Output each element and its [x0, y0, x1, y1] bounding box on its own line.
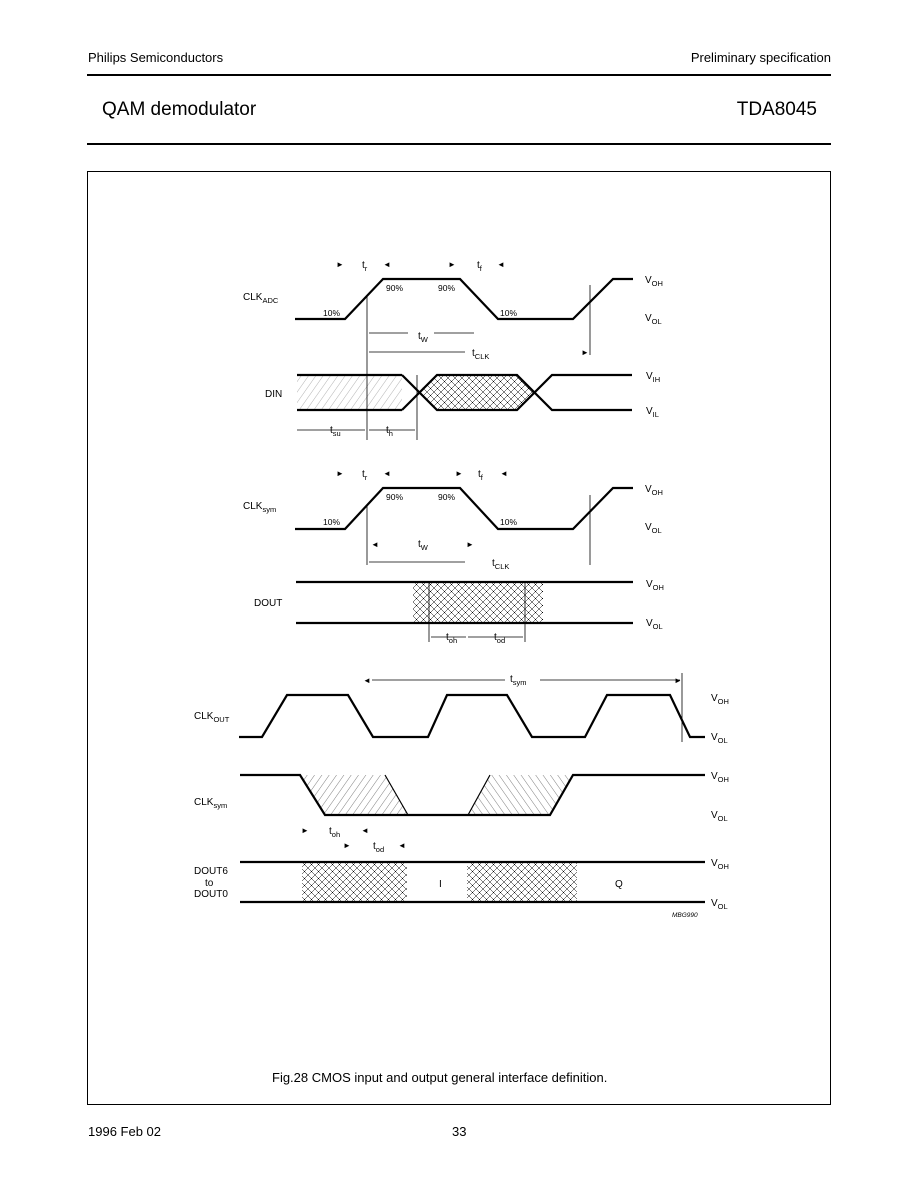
clk-out-label: $CLK_{OUT}$: [194, 711, 230, 724]
dout-range-label: DOUT0: [194, 889, 228, 900]
dout-range-label: DOUT6: [194, 866, 228, 877]
pct-10-label: 10%: [323, 517, 341, 527]
tclk-label: $t_{CLK}$: [472, 348, 490, 361]
arrow-left-icon: ◄: [361, 826, 369, 835]
th-label: $t_h$: [386, 425, 393, 438]
company-name: Philips Semiconductors: [88, 50, 224, 65]
arrow-left-icon: ◄: [383, 260, 391, 269]
tf-label: $t_f$: [477, 260, 482, 273]
data-label-i: I: [439, 879, 442, 890]
tod-label: $t_{od}$: [494, 632, 506, 645]
vol-label: $V_{OL}$: [711, 898, 728, 911]
voh-label: $V_{OH}$: [645, 484, 663, 497]
clk-sym2-label: $CLK_{sym}$: [194, 797, 228, 810]
clk-out-waveform: [239, 673, 705, 742]
pct-10-label: 10%: [323, 308, 341, 318]
tsym-label: $t_{sym}$: [510, 674, 527, 687]
vol-label: $V_{OL}$: [711, 810, 728, 823]
voh-label: $V_{OH}$: [646, 579, 664, 592]
clk-sym-label: $CLK_{sym}$: [243, 501, 277, 514]
arrow-right-icon: ►: [448, 260, 456, 269]
clk-adc-waveform: [295, 279, 633, 440]
dout-waveform: [296, 582, 633, 642]
tr-label: $t_r$: [362, 469, 368, 482]
arrow-right-icon: ►: [336, 469, 344, 478]
voh-label: $V_{OH}$: [711, 858, 729, 871]
voh-label: $V_{OH}$: [645, 275, 663, 288]
pct-90-label: 90%: [386, 283, 404, 293]
figure-caption: Fig.28 CMOS input and output general interface definition.: [272, 1070, 608, 1085]
arrow-right-icon: ►: [336, 260, 344, 269]
data-label-q: Q: [615, 879, 623, 890]
din-waveform: [297, 375, 632, 430]
vol-label: $V_{OL}$: [646, 618, 663, 631]
toh-label: $t_{oh}$: [329, 826, 341, 839]
vih-label: $V_{IH}$: [646, 371, 661, 384]
tod-label: $t_{od}$: [373, 841, 385, 854]
vil-label: $V_{IL}$: [646, 406, 659, 419]
tw-label: $t_W$: [418, 331, 428, 344]
dout-range-label: to: [205, 878, 214, 889]
tf-label: $t_f$: [478, 469, 483, 482]
pct-90-label: 90%: [438, 492, 456, 502]
clk-sym2-waveform: [240, 775, 705, 815]
dout-label: DOUT: [254, 598, 283, 609]
footer-date: 1996 Feb 02: [88, 1124, 162, 1139]
tw-label: $t_W$: [418, 539, 428, 552]
pct-90-label: 90%: [386, 492, 404, 502]
dout-bus-waveform: [240, 862, 705, 902]
figure-code: MBG990: [672, 912, 698, 919]
arrow-right-icon: ►: [455, 469, 463, 478]
vol-label: $V_{OL}$: [645, 522, 662, 535]
arrow-left-icon: ◄: [383, 469, 391, 478]
vol-label: $V_{OL}$: [711, 732, 728, 745]
arrow-left-icon: ◄: [371, 540, 379, 549]
toh-label: $t_{oh}$: [446, 632, 458, 645]
arrow-left-icon: ◄: [500, 469, 508, 478]
arrow-left-icon: ◄: [497, 260, 505, 269]
clk-adc-label: $CLK_{ADC}$: [243, 292, 279, 305]
voh-label: $V_{OH}$: [711, 771, 729, 784]
pct-90-label: 90%: [438, 283, 456, 293]
arrow-right-icon: ►: [301, 826, 309, 835]
arrow-left-icon: ◄: [398, 841, 406, 850]
clk-sym-waveform: [295, 488, 633, 565]
arrow-left-icon: ◄: [363, 676, 371, 685]
pct-10-label: 10%: [500, 517, 518, 527]
arrow-right-icon: ►: [581, 348, 589, 357]
part-number: TDA8045: [736, 99, 817, 120]
arrow-right-icon: ►: [466, 540, 474, 549]
din-label: DIN: [265, 389, 283, 400]
arrow-right-icon: ►: [343, 841, 351, 850]
document-title: QAM demodulator: [102, 99, 257, 120]
tsu-label: $t_{su}$: [330, 425, 341, 438]
pct-10-label: 10%: [500, 308, 518, 318]
page-number: 33: [452, 1124, 467, 1139]
tr-label: $t_r$: [362, 260, 368, 273]
tclk-label: $t_{CLK}$: [492, 558, 510, 571]
vol-label: $V_{OL}$: [645, 313, 662, 326]
document-status: Preliminary specification: [690, 50, 831, 65]
voh-label: $V_{OH}$: [711, 693, 729, 706]
arrow-right-icon: ►: [674, 676, 682, 685]
